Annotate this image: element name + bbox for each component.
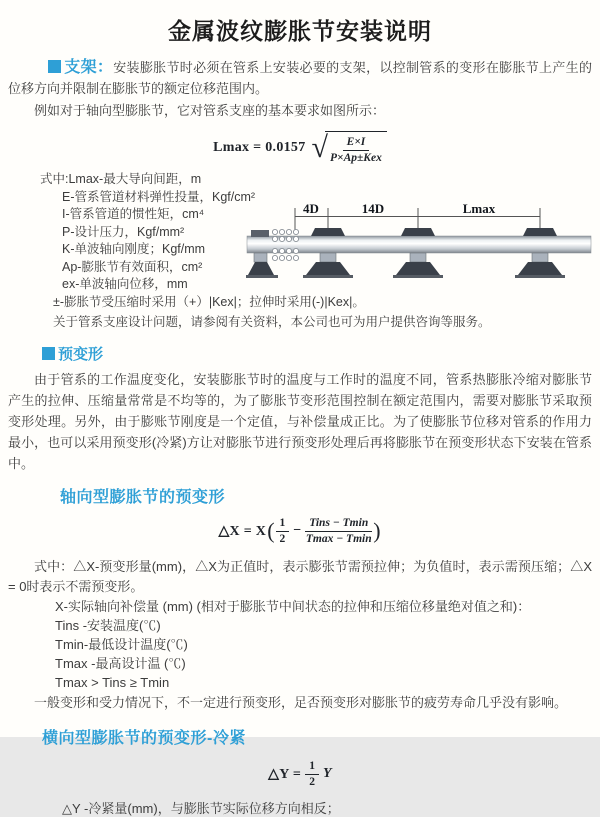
fraction-denominator: 2: [309, 775, 315, 788]
open-paren: (: [267, 518, 275, 543]
definition-item: ex-单波轴向位移，mm: [62, 277, 188, 291]
formula-lhs: Lmax = 0.0157: [213, 140, 306, 155]
pipe-support-diagram: [243, 199, 595, 297]
formula-lhs: △Y =: [268, 766, 302, 782]
fraction-numerator: Tins − Tmin: [305, 517, 372, 532]
definitions-and-diagram-section: [8, 171, 592, 331]
lateral-predeform-formula: [8, 758, 592, 790]
half-fraction: [276, 517, 290, 546]
close-paren: ): [373, 518, 381, 543]
section-marker-icon: [48, 60, 61, 73]
lateral-note-line: △Y -冷紧量(mm)，与膨胀节实际位移方向相反；: [62, 801, 340, 816]
minus-operator: −: [293, 523, 302, 538]
formula-denominator: P×Ap±Kex: [330, 152, 382, 164]
dim-label-4d: 4D: [303, 201, 319, 216]
definition-item: K-单波轴向刚度；Kgf/mm: [62, 242, 206, 256]
formula-rhs: Y: [322, 766, 332, 781]
section-marker-icon: [42, 347, 55, 360]
axial-definition-item: Tmax -最高设计温 (℃): [55, 656, 186, 671]
guide-spacing-formula: [8, 129, 592, 167]
lateral-predeform-heading: 横向型膨胀节的预变形-冷紧: [42, 730, 246, 747]
axial-definitions-list: [55, 597, 592, 692]
definition-item: I-管系管道的惯性矩，cm⁴: [62, 207, 205, 221]
sqrt-radical-symbol: √: [311, 131, 328, 164]
axial-predeform-formula: [8, 513, 592, 549]
page-title: 金属波纹膨胀节安装说明: [168, 18, 432, 44]
axial-explain-paragraph: 式中：△X-预变形量(mm)，△X为正值时，表示膨张节需预拉伸；为负值时，表示需预压缩；△X = 0时表示不需预变形。: [8, 559, 592, 594]
definition-item: P-设计压力，Kgf/mm²: [62, 224, 185, 239]
formula-radicand: [325, 131, 387, 165]
fraction-numerator: 1: [276, 517, 290, 532]
axial-note-line: 一般变形和受力情况下，不一定进行预变形，足否预变形对膨胀节的疲劳寿命几乎没有影响。: [34, 695, 568, 710]
temperature-fraction: [305, 517, 372, 546]
support-section-heading: [48, 59, 113, 76]
formula-numerator: E×I: [343, 136, 370, 151]
fraction-denominator: 2: [279, 532, 286, 545]
definition-lead: 式中:Lmax-最大导向间距，m: [40, 172, 202, 186]
support-example-line: 例如对于轴向型膨胀节，它对管系支座的基本要求如图所示：: [34, 103, 386, 118]
formula-lhs: △X = X: [218, 523, 267, 539]
support-intro-paragraph: [8, 57, 592, 99]
axial-definition-item: Tins -安装温度(℃): [55, 618, 161, 633]
dim-label-lmax: Lmax: [462, 201, 496, 216]
consult-note: 关于管系支座设计问题，请参阅有关资料，本公司也可为用户提供咨询等服务。: [53, 314, 491, 329]
definition-item: E-管系管道材料弹性投量，Kgf/cm²: [62, 189, 256, 204]
predeform-section-heading: [42, 343, 592, 364]
support-heading-label: 支架：: [64, 59, 114, 76]
definition-item: Ap-膨胀节有效面积，cm²: [62, 259, 203, 274]
plus-minus-note: ±-膨胀节受压缩时采用（+）|Kex|；拉伸时采用(-)|Kex|。: [53, 295, 365, 309]
predeform-heading-label: 预变形: [58, 346, 104, 363]
pipe-support-diagram-svg: [243, 199, 595, 297]
axial-definition-item: X-实际轴向补偿量 (mm) (相对于膨胀节中间状态的拉伸和压缩位移量绝对值之和)：: [55, 599, 531, 614]
support-intro-text: 安装膨胀节时必须在管系上安装必要的支架，以控制管系的变形在膨胀节上产生的位移方向并限制在膨胀节的额定位移范围内。: [8, 60, 592, 96]
dim-label-14d: 14D: [361, 201, 385, 216]
axial-definition-item: Tmax > Tins ≥ Tmin: [55, 675, 170, 690]
half-fraction: [305, 760, 319, 789]
fraction-numerator: 1: [305, 760, 319, 775]
axial-predeform-heading: 轴向型膨胀节的预变形: [60, 489, 226, 506]
predeform-paragraph: 由于管系的工作温度变化，安装膨胀节时的温度与工作时的温度不同，管系热膨胀冷缩对膨胀节产生的拉伸、压缩量常常是不均等的，为了膨胀节变形范围控制在额定范围内，需要对膨胀节采取预变形处理。另外，由于膨账节刚度是一个定值，与补偿量成正比。为了使膨胀节位移对管系的作用力最小，也可以采用预变形(冷紧)方让对膨胀节进行预变形处理后再将膨胀节在预变形状态下安装在管系中。: [8, 372, 592, 471]
axial-definition-item: Tmin-最低设计温度(℃): [55, 637, 188, 652]
fraction-denominator: Tmax − Tmin: [305, 532, 372, 545]
